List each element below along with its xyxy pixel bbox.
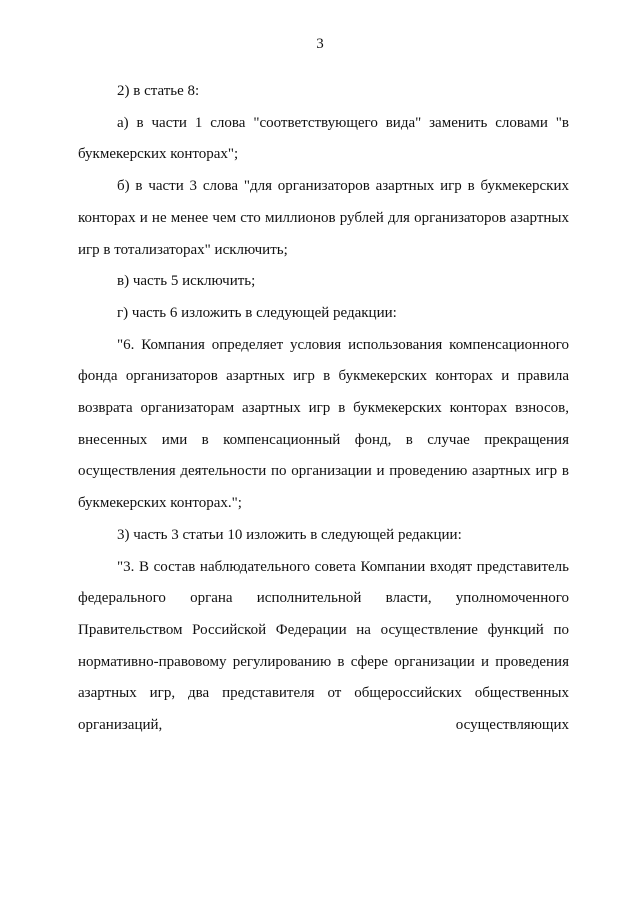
paragraph-article-8-part-3: б) в части 3 слова "для организаторов азартных игр в букмекерских конторах и не менее чем сто миллионов рублей для организаторов азартных игр в тотализаторах" исключить;: [78, 178, 569, 258]
paragraph-part-3-text: "3. В состав наблюдательного совета Компании входят представитель федерального органа исполнительной власти, уполномоченного Правительством Российской Федерации на осуществление функций по нормативно-правовому регулированию в сфере организации и проведения азартных игр, два представителя от общероссийских общественных организаций, осуществляющих: [78, 558, 569, 734]
paragraph-article-8-part-6: г) часть 6 изложить в следующей редакции:: [117, 304, 397, 321]
paragraph-part-6-text: "6. Компания определяет условия использования компенсационного фонда организаторов азартных игр в букмекерских конторах и правила возврата организаторам азартных игр в букмекерских конторах взносов, внесенных ими в компенсационный фонд, в случае прекращения осуществления деятельности по организации и проведению азартных игр в букмекерских конторах.";: [78, 336, 569, 512]
page-number: 3: [316, 36, 324, 52]
paragraph-article-8-part-5: в) часть 5 исключить;: [117, 273, 256, 290]
document-body: [78, 76, 569, 742]
paragraph-article-10-part-3: 3) часть 3 статьи 10 изложить в следующей редакции:: [117, 526, 462, 543]
paragraph-article-8-part-1: а) в части 1 слова "соответствующего вида" заменить словами "в букмекерских конторах";: [78, 114, 569, 163]
paragraph-article-8-intro: 2) в статье 8:: [117, 83, 200, 99]
